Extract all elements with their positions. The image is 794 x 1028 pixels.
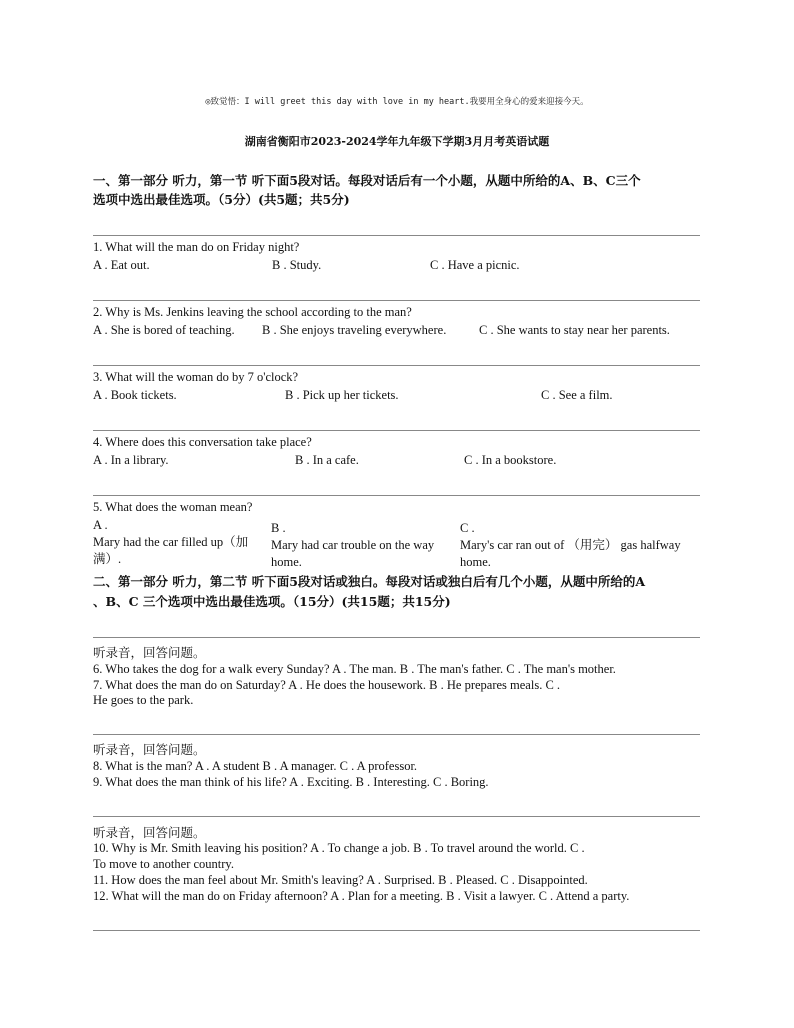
- group-3-line-3: 11. How does the man feel about Mr. Smith's leaving? A . Surprised. B . Pleased. C . Disappointed.: [93, 873, 588, 887]
- question-5: 5. What does the woman mean?: [93, 500, 253, 514]
- q3-option-b: B . Pick up her tickets.: [285, 388, 399, 402]
- part2-heading-line2: 、B、C 三个选项中选出最佳选项。（15分）(共15题；共15分): [93, 594, 451, 609]
- q3-option-c: C . See a film.: [541, 388, 613, 402]
- q5-option-a-text: Mary had the car filled up（加满）.: [93, 535, 249, 566]
- q5-option-b-text: Mary had car trouble on the way home.: [271, 538, 435, 569]
- group-3-line-4: 12. What will the man do on Friday afternoon? A . Plan for a meeting. B . Visit a lawyer. C . Attend a party.: [93, 889, 630, 903]
- divider: [93, 816, 700, 817]
- divider: [93, 430, 700, 431]
- divider: [93, 637, 700, 638]
- q4-option-b: B . In a cafe.: [295, 453, 359, 467]
- q1-option-c: C . Have a picnic.: [430, 258, 520, 272]
- question-4: 4. Where does this conversation take place?: [93, 435, 312, 449]
- divider: [93, 365, 700, 366]
- q5-option-a-label: A .: [93, 518, 108, 532]
- group-3-line-2: To move to another country.: [93, 857, 234, 871]
- group-1-line-3: He goes to the park.: [93, 693, 194, 707]
- q5-option-c-label: C .: [460, 521, 475, 535]
- group-3-line-1: 10. Why is Mr. Smith leaving his position? A . To change a job. B . To travel around the world. C .: [93, 841, 585, 855]
- group-3-instruction: 听录音，回答问题。: [93, 826, 206, 840]
- q2-option-b: B . She enjoys traveling everywhere.: [262, 323, 447, 337]
- q2-option-a: A . She is bored of teaching.: [93, 323, 235, 337]
- part2-heading-line1: 二、第一部分 听力，第二节 听下面5段对话或独白。每段对话或独白后有几个小题，从题中所给的A: [93, 574, 646, 589]
- divider: [93, 495, 700, 496]
- group-1-instruction: 听录音，回答问题。: [93, 646, 206, 660]
- part1-heading-line1: 一、第一部分 听力，第一节 听下面5段对话。每段对话后有一个小题，从题中所给的A、B、C三个: [93, 173, 641, 188]
- q5-option-c-text: Mary's car ran out of （用完） gas halfway home.: [460, 538, 681, 569]
- q1-option-b: B . Study.: [272, 258, 322, 272]
- divider: [93, 734, 700, 735]
- group-2-line-1: 8. What is the man? A . A student B . A manager. C . A professor.: [93, 759, 418, 773]
- group-2-line-2: 9. What does the man think of his life? A . Exciting. B . Interesting. C . Boring.: [93, 775, 489, 789]
- part1-heading-line2: 选项中选出最佳选项。（5分）(共5题；共5分): [93, 192, 350, 207]
- question-1: 1. What will the man do on Friday night?: [93, 240, 300, 254]
- q5-option-b-label: B .: [271, 521, 286, 535]
- divider: [93, 300, 700, 301]
- motto-line: ◎致觉悟：I will greet this day with love in my heart.我要用全身心的爱来迎接今天。: [205, 97, 589, 107]
- question-2: 2. Why is Ms. Jenkins leaving the school according to the man?: [93, 305, 412, 319]
- divider: [93, 930, 700, 931]
- divider: [93, 235, 700, 236]
- q4-option-a: A . In a library.: [93, 453, 169, 467]
- q4-option-c: C . In a bookstore.: [464, 453, 557, 467]
- group-2-instruction: 听录音，回答问题。: [93, 743, 206, 757]
- question-3: 3. What will the woman do by 7 o'clock?: [93, 370, 299, 384]
- q1-option-a: A . Eat out.: [93, 258, 150, 272]
- q3-option-a: A . Book tickets.: [93, 388, 177, 402]
- page-title: 湖南省衡阳市2023-2024学年九年级下学期3月月考英语试题: [244, 135, 550, 148]
- q2-option-c: C . She wants to stay near her parents.: [479, 323, 670, 337]
- group-1-line-1: 6. Who takes the dog for a walk every Sunday? A . The man. B . The man's father. C . The man's mother.: [93, 662, 616, 676]
- group-1-line-2: 7. What does the man do on Saturday? A . He does the housework. B . He prepares meals. C .: [93, 678, 561, 692]
